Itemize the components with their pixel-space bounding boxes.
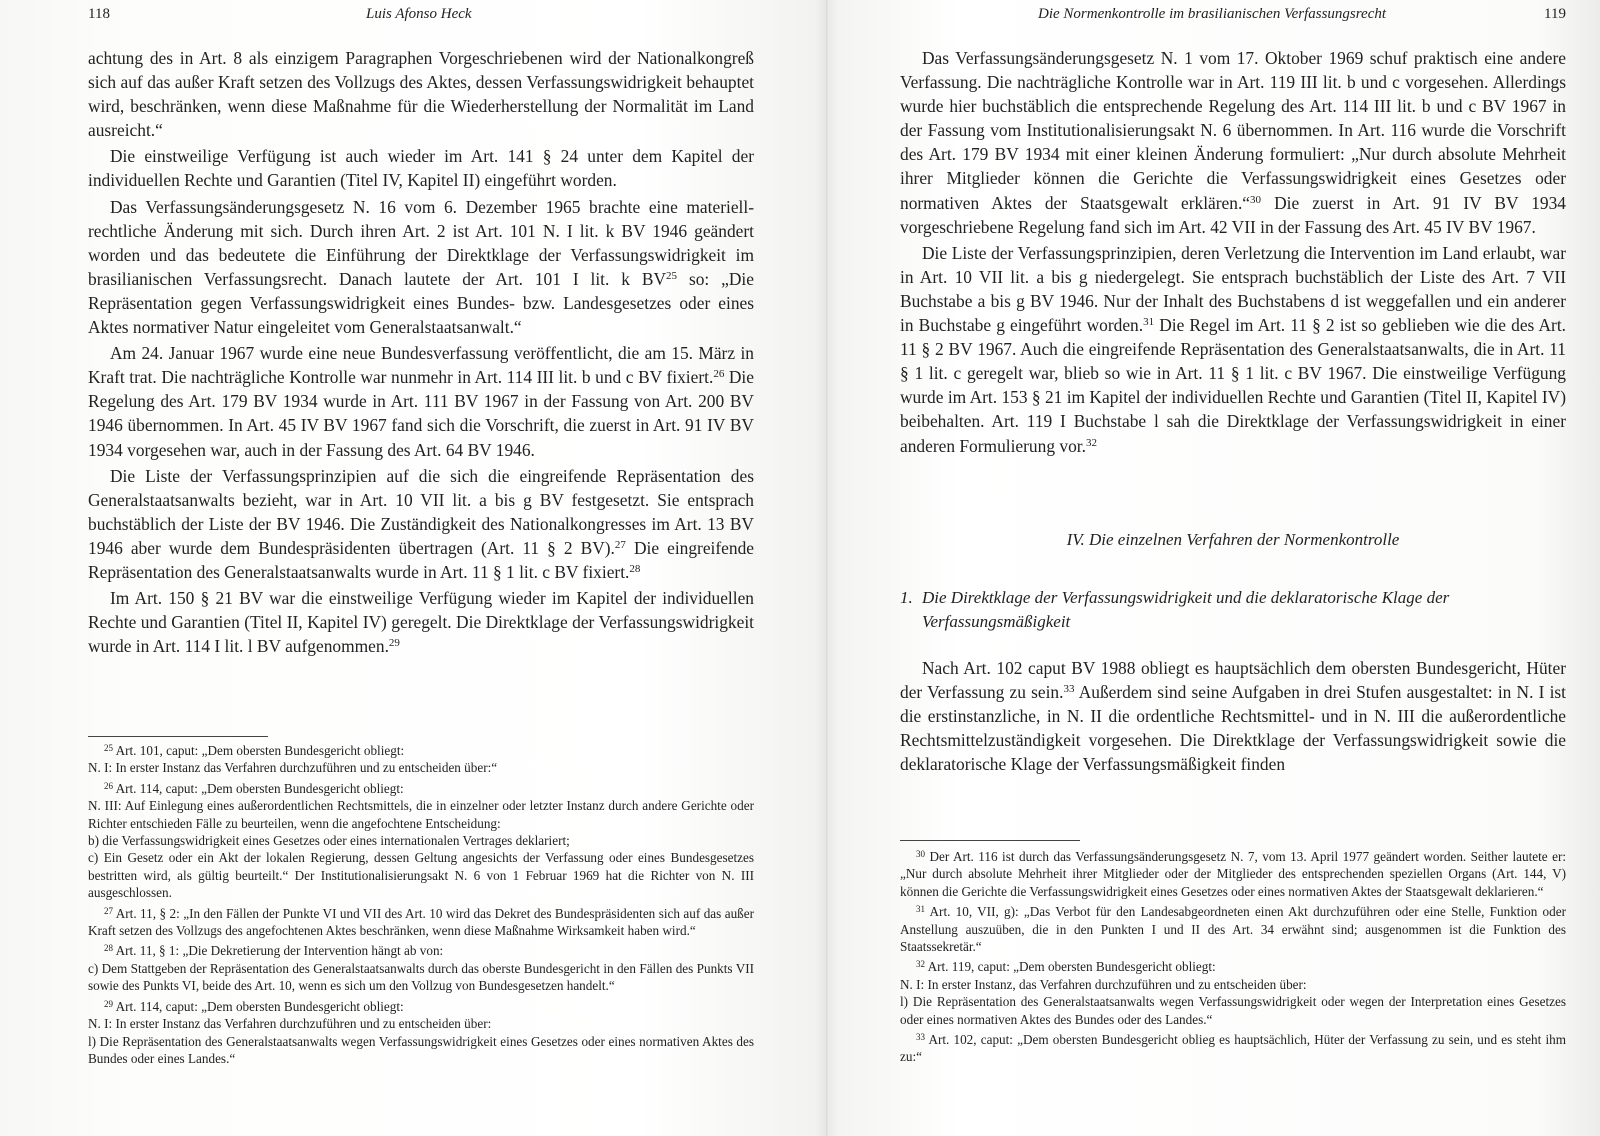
footnote-28: $^{28}$ Art. 11, § 1: „Die Dekretierung der Intervention hängt ab von:	[104, 943, 444, 959]
left-paragraph-3: Das Verfassungsänderungsgesetz N. 16 vom 6. Dezember 1965 brachte eine materiell-rechtliche Änderung mit sich. Durch ihren Art. 2 ist Art. 101 N. I lit. k BV 1946 geändert worden und das bedeutete die Einführung der Direktklage der Verfassungswidrigkeit im brasilianischen Verfassungsrecht. Danach lautete der Art. 101 I lit. k BV$^{25}$ so: „Die Repräsentation gegen Verfassungswidrigkeit eines Bundes- bzw. Landesgesetzes oder eines Aktes normativer Natur eingeleitet vom Generalstaatsanwalt.“	[88, 196, 754, 338]
footnote-29-cont-1: N. I: In erster Instanz das Verfahren durchzuführen und zu entscheiden über:	[88, 1016, 492, 1032]
subsection-number: 1.	[900, 587, 913, 607]
right-running-head	[900, 2, 1566, 26]
footnote-33: $^{33}$ Art. 102, caput: „Dem obersten Bundesgericht oblieg es hauptsächlich, Hüter der Verfassung zu sein, und es steht ihm zu:“	[900, 1032, 1566, 1065]
footnote-26-cont-3: c) Ein Gesetz oder ein Akt der lokalen Regierung, dessen Geltung angesichts der Verfassung oder eines Bundesgesetzes bestritten wird, als gültig beurteilt.“ Der Institutionalisierungsakt N. 6 von 1 Februar 1969 hat die Richter von N. III ausgeschlossen.	[88, 850, 754, 901]
footnote-mark-31[interactable]: 31	[1143, 316, 1155, 329]
footnote-mark-32[interactable]: 32	[1085, 436, 1097, 449]
footnote-28-cont: c) Dem Stattgeben der Repräsentation des Generalstaatsanwalts durch das oberste Bundesgericht in den Fällen des Punkts VII sowie des Punkts VI, beide des Art. 10, wenn es sich um den Vollzug von Bundesgesetzen handelt.“	[88, 960, 754, 994]
left-running-title: Luis Afonso Heck	[366, 6, 472, 22]
left-paragraph-6: Im Art. 150 § 21 BV war die einstweilige Verfügung wieder im Kapitel der individuellen Rechte und Garantien (Titel II, Kapitel IV) geregelt. Die Direktklage der Verfassungswidrigkeit wurde in Art. 114 I lit. l BV aufgenommen.$^{29}$	[88, 588, 754, 657]
right-paragraph-1: Das Verfassungsänderungsgesetz N. 1 vom 17. Oktober 1969 schuf praktisch eine andere Verfassung. Die nachträgliche Kontrolle war in Art. 119 III lit. b und c vorgesehen. Allerdings wurde hier buchstäblich die entsprechende Regelung des Art. 114 III lit. b und c BV 1967 in der Fassung vom Institutionalisierungsakt N. 6 übernommen. In Art. 116 wurde die Vorschrift des Art. 179 BV 1934 mit einer kleinen Änderung formuliert: „Nur durch absolute Mehrheit ihrer Mitglieder können die Gerichte die Verfassungswidrigkeit eines Gesetzes oder normativen Aktes der Staatsgewalt erklären.“$^{30}$ Die zuerst in Art. 91 IV BV 1934 vorgeschriebene Regelung fand sich im Art. 42 VII in der Fassung des Art. 45 IV BV 1967.	[900, 48, 1566, 237]
right-footnote-rule	[900, 840, 1080, 841]
footnote-29-cont-2: l) Die Repräsentation des Generalstaatsanwalts wegen Verfassungswidrigkeit eines Gesetzes oder eines normativen Aktes des Bundes oder eines Landes.“	[88, 1033, 754, 1066]
left-paragraph-1: achtung des in Art. 8 als einzigem Paragraphen Vorgeschriebenen wird der Nationalkongreß sich auf das außer Kraft setzen des Vollzugs des Aktes, dessen Verfassungswidrigkeit behauptet wird, beschränken, wenn diese Maßnahme für die Wiederherstellung der Normalität im Land ausreicht.“	[88, 48, 754, 141]
footnote-27: $^{27}$ Art. 11, § 2: „In den Fällen der Punkte VI und VII des Art. 10 wird das Dekret des Bundespräsidenten sich auf das außer Kraft setzen des Vollzugs des angefochtenen Aktes beschränken, wenn diese Maßnahme Wirksamkeit haben wird.“	[88, 905, 755, 939]
right-page-number: 119	[1544, 6, 1566, 22]
footnote-30: $^{30}$ Der Art. 116 ist durch das Verfassungsänderungsgesetz N. 7, vom 13. April 1977 geändert worden. Seither lautete er: „Nur durch absolute Mehrheit ihrer Mitglieder oder der Mitglieder des entsprechenden speziellen Organs (Art. 144, V) können die Gerichte die Verfassungswidrigkeit eines Gesetzes oder eines normativen Aktes der Staatsgewalt deklarieren.“	[900, 849, 1567, 899]
book-gutter	[826, 0, 829, 1136]
footnote-25: $^{25}$ Art. 101, caput: „Dem obersten Bundesgericht obliegt:	[104, 743, 405, 758]
footnote-29: $^{29}$ Art. 114, caput: „Dem obersten Bundesgericht obliegt:	[104, 998, 404, 1014]
footnote-mark-25[interactable]: 25	[666, 269, 678, 282]
left-paragraph-5: Die Liste der Verfassungsprinzipien auf die sich die eingreifende Repräsentation des Generalstaatsanwalts bezieht, war in Art. 10 VII lit. a bis g BV festgesetzt. Sie entsprach buchstäblich der Liste der BV 1946. Die Zuständigkeit des Nationalkongresses im Art. 13 BV 1946 aber wurde dem Bundespräsidenten übertragen (Art. 11 § 2 BV).$^{27}$ Die eingreifende Repräsentation des Generalstaatsanwalts wurde in Art. 11 § 1 lit. c BV fixiert.$^{28}$	[88, 465, 754, 582]
footnote-mark-26[interactable]: 26	[713, 368, 725, 381]
right-body-text	[900, 46, 1566, 776]
footnote-mark-30[interactable]: 30	[1250, 193, 1262, 206]
subsection-title: Die Direktklage der Verfassungswidrigkeit und die deklaratorische Klage der Verfassungsmäßigkeit	[922, 587, 1450, 631]
left-footnote-rule	[88, 736, 268, 737]
left-running-head	[88, 2, 754, 26]
footnote-mark-29[interactable]: 29	[388, 637, 400, 650]
footnote-32-cont-2: l) Die Repräsentation des Generalstaatsanwalts wegen Verfassungswidrigkeit oder wegen der Interpretation eines Gesetzes oder eines normativen Aktes des Bundes oder des Landes.“	[900, 994, 1566, 1027]
right-paragraph-3: Nach Art. 102 caput BV 1988 obliegt es hauptsächlich dem obersten Bundesgericht, Hüter der Verfassung zu sein.$^{33}$ Außerdem sind seine Aufgaben in drei Stufen ausgestaltet: in N. I ist die erstinstanzliche, in N. II die ordentliche Rechtsmittel- und in N. III die außerordentliche Rechtsmittelzuständigkeit vorgesehen. Die Direktklage der Verfassungswidrigkeit sowie die deklaratorische Klage der Verfassungsmäßigkeit finden	[900, 657, 1567, 775]
footnote-25-cont: N. I: In erster Instanz das Verfahren durchzuführen und zu entscheiden über:“	[88, 760, 498, 776]
right-footnotes	[900, 848, 1566, 1066]
footnote-mark-33[interactable]: 33	[1063, 682, 1075, 695]
right-running-title: Die Normenkontrolle im brasilianischen Verfassungsrecht	[1038, 6, 1387, 22]
footnote-mark-27[interactable]: 27	[614, 538, 626, 551]
right-paragraph-2: Die Liste der Verfassungsprinzipien, deren Verletzung die Intervention im Land erlaubt, war in Art. 10 VII lit. a bis g niedergelegt. Sie entsprach buchstäblich der Liste des Art. 7 VII Buchstabe a bis g BV 1946. Nur der Inhalt des Buchstabens d ist weggefallen und ein anderer in Buchstabe g eingeführt worden.$^{31}$ Die Regel im Art. 11 § 2 ist so geblieben wie die des Art. 11 § 2 BV 1967. Auch die eingreifende Repräsentation des Generalstaatsanwalts, die in Art. 11 § 1 lit. c geregelt war, blieb so wie in Art. 11 § 1 lit. c BV 1967. Die einstweilige Verfügung wurde im Art. 153 § 21 im Kapitel der individuellen Rechte und Garantien (Titel II, Kapitel IV) beibehalten. Art. 119 I Buchstabe l sah die Direktklage der Verfassungswidrigkeit in einer anderen Formulierung vor.$^{32}$	[900, 242, 1566, 456]
left-page	[88, 0, 754, 1136]
footnote-mark-28[interactable]: 28	[629, 562, 641, 575]
footnote-26-cont-2: b) die Verfassungswidrigkeit eines Gesetzes oder eines internationalen Vertrages deklariert;	[88, 833, 570, 849]
footnote-32: $^{32}$ Art. 119, caput: „Dem obersten Bundesgericht obliegt:	[916, 959, 1216, 975]
footnote-26-cont-1: N. III: Auf Einlegung eines außerordentlichen Rechtsmittels, die in einzelner oder letzter Instanz durch andere Gerichte oder Richter entschieden Fälle zu beurteilen, wenn die angefochtene Entscheidung:	[88, 798, 754, 831]
footnote-26: $^{26}$ Art. 114, caput: „Dem obersten Bundesgericht obliegt:	[104, 780, 404, 796]
left-paragraph-4: Am 24. Januar 1967 wurde eine neue Bundesverfassung veröffentlicht, die am 15. März in Kraft trat. Die nachträgliche Kontrolle war nunmehr in Art. 114 III lit. b und c BV fixiert.$^{26}$ Die Regelung des Art. 179 BV 1934 wurde in Art. 111 BV 1967 in der Fassung von Art. 200 BV 1946 übernommen. In Art. 45 IV BV 1967 fand sich die Vorschrift, die zuerst in Art. 91 IV BV 1934 vorgesehen war, auch in der Fassung des Art. 64 BV 1946.	[88, 343, 754, 460]
subsection-heading	[900, 586, 1566, 634]
left-footnotes	[88, 742, 754, 1067]
left-page-number: 118	[88, 6, 110, 22]
footnote-32-cont-1: N. I: In erster Instanz, das Verfahren durchzuführen und zu entscheiden über:	[900, 976, 1307, 992]
left-body-text	[88, 46, 754, 658]
left-paragraph-2: Die einstweilige Verfügung ist auch wieder im Art. 141 § 24 unter dem Kapitel der individuellen Rechte und Garantien (Titel IV, Kapitel II) eingeführt worden.	[88, 146, 754, 191]
footnote-31: $^{31}$ Art. 10, VII, g): „Das Verbot für den Landesabgeordneten einen Akt durchzuführen oder eine Stelle, Funktion oder Anstellung auszuüben, die in den Punkten I und II des Art. 34 erwähnt sind; ausgenommen ist die Funktion des Staatssekretär.“	[900, 904, 1566, 955]
right-page	[900, 0, 1566, 1136]
section-heading: IV. Die einzelnen Verfahren der Normenkontrolle	[1066, 529, 1400, 549]
